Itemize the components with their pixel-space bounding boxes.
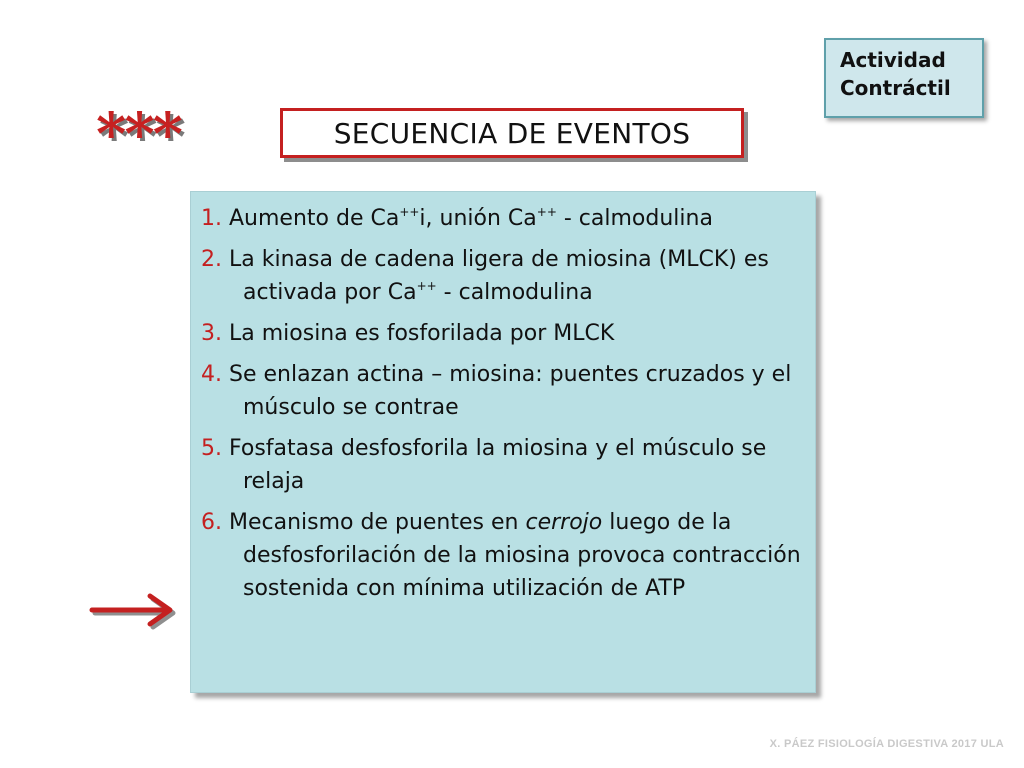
item-number: 6. (201, 510, 222, 535)
page-title: SECUENCIA DE EVENTOS (280, 108, 744, 158)
list-item-4: 4. Se enlazan actina – miosina: puentes cruzados y el músculo se contrae (201, 362, 792, 420)
item-number: 4. (201, 362, 222, 387)
list-item-6: 6. Mecanismo de puentes en cerrojo luego de la desfosforilación de la miosina provoca contracción sostenida con mínima utilización de ATP (201, 510, 801, 601)
list-item-2: 2. La kinasa de cadena ligera de miosina (MLCK) es activada por Ca++ - calmodulina (201, 247, 769, 305)
list-item-3: 3. La miosina es fosforilada por MLCK (201, 321, 615, 346)
list-item-5: 5. Fosfatasa desfosforila la miosina y el músculo se relaja (201, 436, 767, 494)
item-number: 5. (201, 436, 222, 461)
footer-credit: X. PÁEZ FISIOLOGÍA DIGESTIVA 2017 ULA (769, 738, 1004, 750)
badge-line-1: Actividad (840, 48, 946, 72)
item-number: 3. (201, 321, 222, 346)
item-number: 2. (201, 247, 222, 272)
activity-badge (824, 38, 984, 118)
stars-decoration: *** (96, 100, 181, 168)
item-number: 1. (201, 206, 222, 231)
events-list (190, 191, 816, 693)
arrow-right-icon (88, 590, 180, 632)
badge-line-2: Contráctil (840, 76, 951, 100)
list-item-1: 1. Aumento de Ca++i, unión Ca++ - calmodulina (201, 205, 713, 231)
